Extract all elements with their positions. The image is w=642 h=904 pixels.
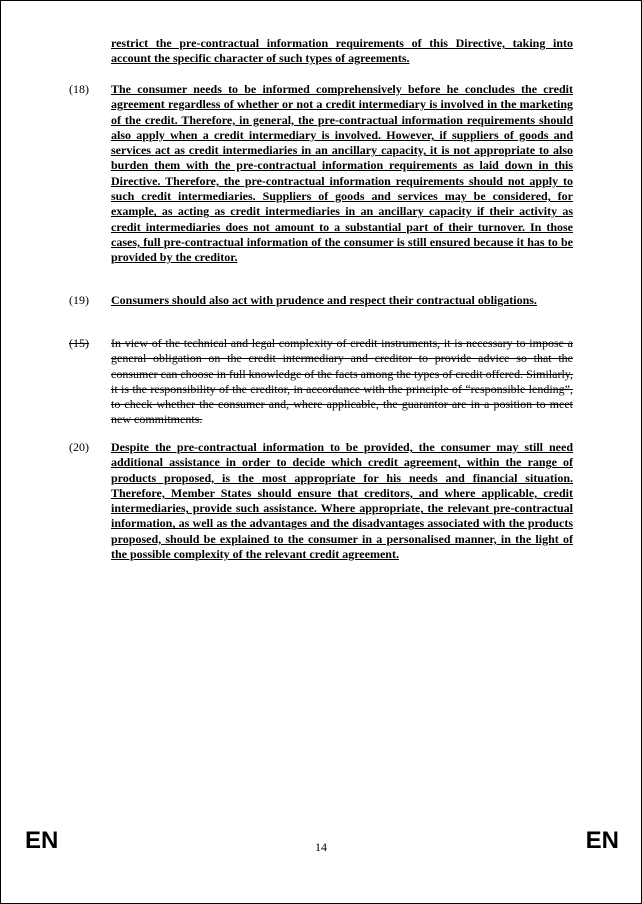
recital-text: Despite the pre-contractual information to be provided, the consumer may still need additional assistance in order to decide which credit agreement, within the range of products proposed, is the most appropriate for his needs and financial situation. Therefore, Member States should ensure that creditors, and where applicable, credit intermediaries, provide such assistance. Where appropriate, the relevant pre-contractual information, as well as the advantages and the disadvantages associated with the products proposed, should be explained to the consumer in a personalised manner, in the light of the possible complexity of the relevant credit agreement. — [111, 440, 573, 562]
page-number: 14 — [315, 840, 327, 854]
recital-text: Consumers should also act with prudence and respect their contractual obligations. — [111, 293, 537, 307]
continued-text: restrict the pre-contractual information requirements of this Directive, taking into account the specific character of such types of agreements. — [111, 36, 573, 66]
recital-18 — [69, 82, 573, 266]
footer-language-right: EN — [585, 827, 619, 854]
recital-text: The consumer needs to be informed comprehensively before he concludes the credit agreement regardless of whether or not a credit intermediary is involved in the marketing of the credit. Therefore, in general, the pre-contractual information requirements should also apply when a credit intermediary is involved. However, if suppliers of goods and services act as credit intermediaries in an ancillary capacity, it is not appropriate to also burden them with the pre-contractual information requirements as laid down in this Directive. Therefore, the pre-contractual information requirements should not apply to such credit intermediaries. Suppliers of goods and services may be considered, for example, as acting as credit intermediaries in an ancillary capacity if their activity as credit intermediaries does not amount to a substantial part of their turnover. In those cases, full pre-contractual information of the consumer is still ensured because it has to be provided by the creditor. — [111, 82, 573, 265]
recital-20 — [69, 440, 573, 562]
recital-15-deleted — [69, 336, 573, 428]
footer-language-left: EN — [25, 827, 59, 854]
recital-text: In view of the technical and legal complexity of credit instruments, it is necessary to impose a general obligation on the credit intermediary and creditor to provide advice so that the consumer can choose in full knowledge of the facts among the types of credit offered. Similarly, it is the responsibility of the creditor, in accordance with the principle of “responsible lending”, to check whether the consumer and, where applicable, the guarantor are in a position to meet new commitments. — [111, 336, 573, 427]
recital-number: (18) — [69, 82, 89, 96]
recital-19 — [69, 293, 573, 308]
recital-number: (19) — [69, 293, 89, 307]
recital-number: (15) — [69, 336, 89, 350]
recital-number: (20) — [69, 440, 89, 454]
